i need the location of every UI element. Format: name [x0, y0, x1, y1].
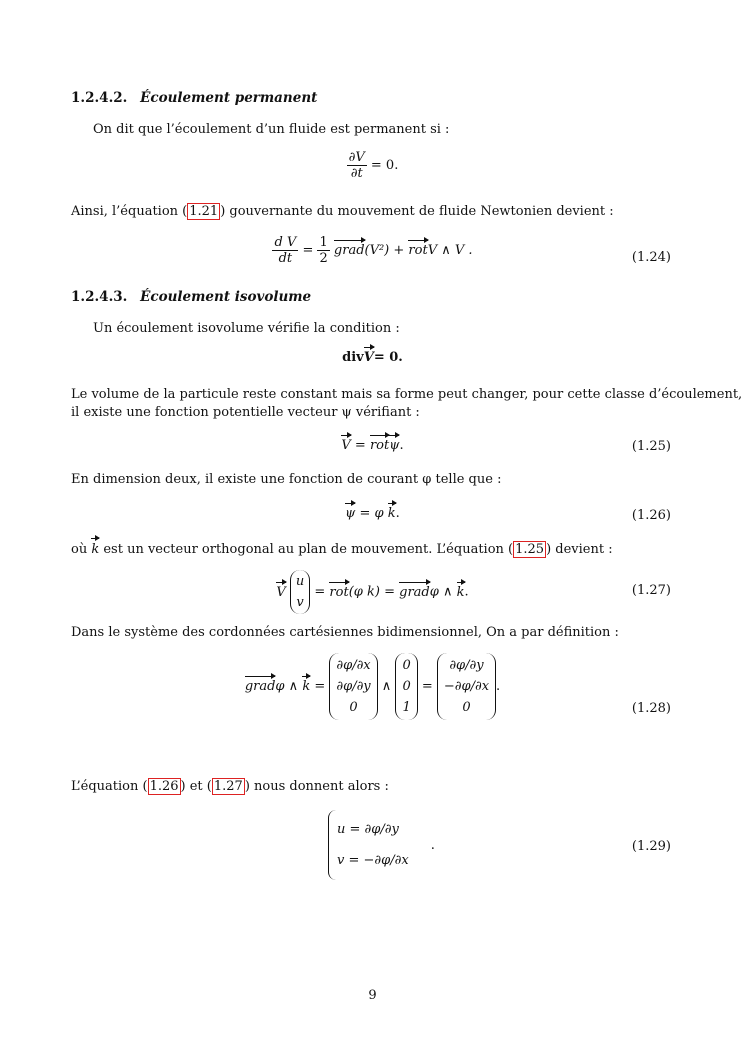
equation-label: (1.24) [631, 250, 671, 265]
velocity-components [290, 570, 310, 614]
equation-term: = φ [355, 506, 388, 521]
paragraph-orthogonal [71, 541, 613, 559]
equation-term: V ∧ V . [427, 243, 473, 258]
paragraph-newtonian [71, 203, 614, 221]
k-vector: k [302, 679, 311, 694]
equation-ref-link[interactable]: 1.25 [515, 542, 545, 557]
time-derivative [272, 235, 298, 266]
equation-label: (1.28) [631, 701, 671, 716]
paragraph-conclusion [71, 778, 389, 796]
equals-sign: = [417, 679, 437, 694]
equation-end: . [395, 506, 400, 521]
k-vector: k [387, 506, 396, 521]
gradient-operator: grad [333, 243, 365, 258]
equation-label: (1.26) [631, 508, 671, 523]
page-number: 9 [368, 988, 377, 1003]
system-row-u: u = ∂φ/∂y [337, 822, 399, 837]
text-fragment: Ainsi, l’équation ( [71, 204, 188, 219]
equation-1-24: $\frac{\text{d V}}{dt}$ = $\frac{1}{2}$ grad(V²) + rotV ∧ V . [274, 235, 473, 266]
divergence-operator: div [342, 350, 364, 365]
equation-rhs: = 0. [373, 350, 403, 365]
fraction-numerator: ∂V [348, 150, 365, 165]
matrix-cell: 0 [402, 658, 411, 673]
equation-label: (1.29) [631, 839, 671, 854]
equation-term: φ ∧ [275, 679, 303, 694]
psi-vector: ψ [389, 438, 400, 453]
equals-sign: = [310, 584, 330, 600]
paragraph-volume-line1: Le volume de la particule reste constant mais sa forme peut changer, pour cette classe d’écoulement, [71, 387, 743, 402]
matrix-cell: 0 [349, 700, 358, 715]
equation-term: (V²) + [364, 243, 409, 258]
gradient-operator: grad [399, 584, 430, 600]
section-number: 1.2.4.3. [71, 289, 128, 305]
system-row-v: v = −∂φ/∂x [337, 853, 409, 868]
matrix-cell: 0 [462, 700, 471, 715]
equation-end: . [464, 584, 469, 600]
section-title: Écoulement permanent [140, 90, 318, 106]
fraction-denominator: ∂t [347, 165, 367, 181]
k-matrix [395, 653, 417, 720]
equation-steady [0, 150, 745, 181]
paragraph-permanent-def: On dit que l’écoulement d’un fluide est permanent si : [93, 122, 450, 137]
psi-vector: ψ [345, 506, 356, 521]
wedge-operator: ∧ [377, 679, 396, 694]
matrix-cell: ∂φ/∂y [449, 658, 484, 673]
text-fragment: est un vecteur orthogonal au plan de mouvement. L’équation ( [99, 542, 514, 557]
section-title: Écoulement isovolume [140, 289, 312, 305]
velocity-vector: V [341, 438, 351, 453]
equation-ref-link[interactable]: 1.27 [213, 779, 243, 794]
half-fraction [317, 235, 329, 266]
system-brace [328, 810, 417, 880]
fraction-numerator: d V [274, 235, 297, 250]
fraction-numerator: 1 [319, 235, 328, 250]
paragraph-volume-line2: il existe une fonction potentielle vecteur ψ vérifiant : [71, 405, 420, 420]
matrix-cell: ∂φ/∂x [336, 658, 371, 673]
matrix-cell: −∂φ/∂x [443, 679, 490, 694]
section-heading-permanent [71, 90, 317, 106]
fraction-denominator: dt [272, 250, 298, 266]
equals-sign: = [310, 679, 330, 694]
equation-label: (1.25) [631, 439, 671, 454]
equals-sign: = [379, 584, 400, 600]
text-fragment: ) devient : [546, 542, 613, 557]
equation-ref-link[interactable]: 1.26 [149, 779, 179, 794]
partial-fraction [347, 150, 367, 181]
curl-operator: rot [369, 438, 390, 453]
k-vector: k [91, 542, 100, 557]
text-fragment: où [71, 542, 92, 557]
curl-operator: rot [329, 584, 349, 600]
paragraph-stream-function: En dimension deux, il existe une fonction de courant φ telle que : [71, 472, 502, 487]
equation-divergence [0, 350, 745, 365]
matrix-cell: 1 [402, 700, 411, 715]
equation-end: . [399, 438, 404, 453]
velocity-vector: V [276, 584, 286, 600]
component-v: v [296, 595, 304, 610]
section-heading-isovolume [71, 289, 311, 305]
component-u: u [295, 574, 305, 589]
velocity-vector: V [363, 350, 374, 365]
gradient-matrix [329, 653, 377, 720]
equation-end: . [496, 679, 501, 694]
equation-end: . [430, 837, 435, 853]
equation-ref-link[interactable]: 1.21 [189, 204, 219, 219]
equals-sign: = [350, 438, 370, 453]
equation-1-29 [328, 810, 435, 880]
equation-term: φ ∧ [429, 584, 457, 600]
paragraph-cartesian: Dans le système des cordonnées cartésiennes bidimensionnel, On a par définition : [71, 625, 619, 640]
equation-label: (1.27) [631, 583, 671, 598]
equation-term: (φ k) [348, 584, 380, 600]
text-fragment: L’équation ( [71, 779, 148, 794]
gradient-operator: grad [244, 679, 276, 694]
text-fragment: ) nous donnent alors : [244, 779, 389, 794]
equation-rhs: = 0. [370, 158, 399, 173]
k-vector: k [456, 584, 465, 600]
fraction-denominator: 2 [319, 251, 328, 266]
matrix-cell: ∂φ/∂y [336, 679, 371, 694]
section-number: 1.2.4.2. [71, 90, 128, 106]
text-fragment: ) et ( [180, 779, 212, 794]
curl-operator: rot [408, 243, 428, 258]
text-fragment: ) gouvernante du mouvement de fluide Newtonien devient : [220, 204, 614, 219]
result-matrix [437, 653, 496, 720]
matrix-cell: 0 [402, 679, 411, 694]
paragraph-isovolume-cond: Un écoulement isovolume vérifie la condition : [93, 321, 400, 336]
